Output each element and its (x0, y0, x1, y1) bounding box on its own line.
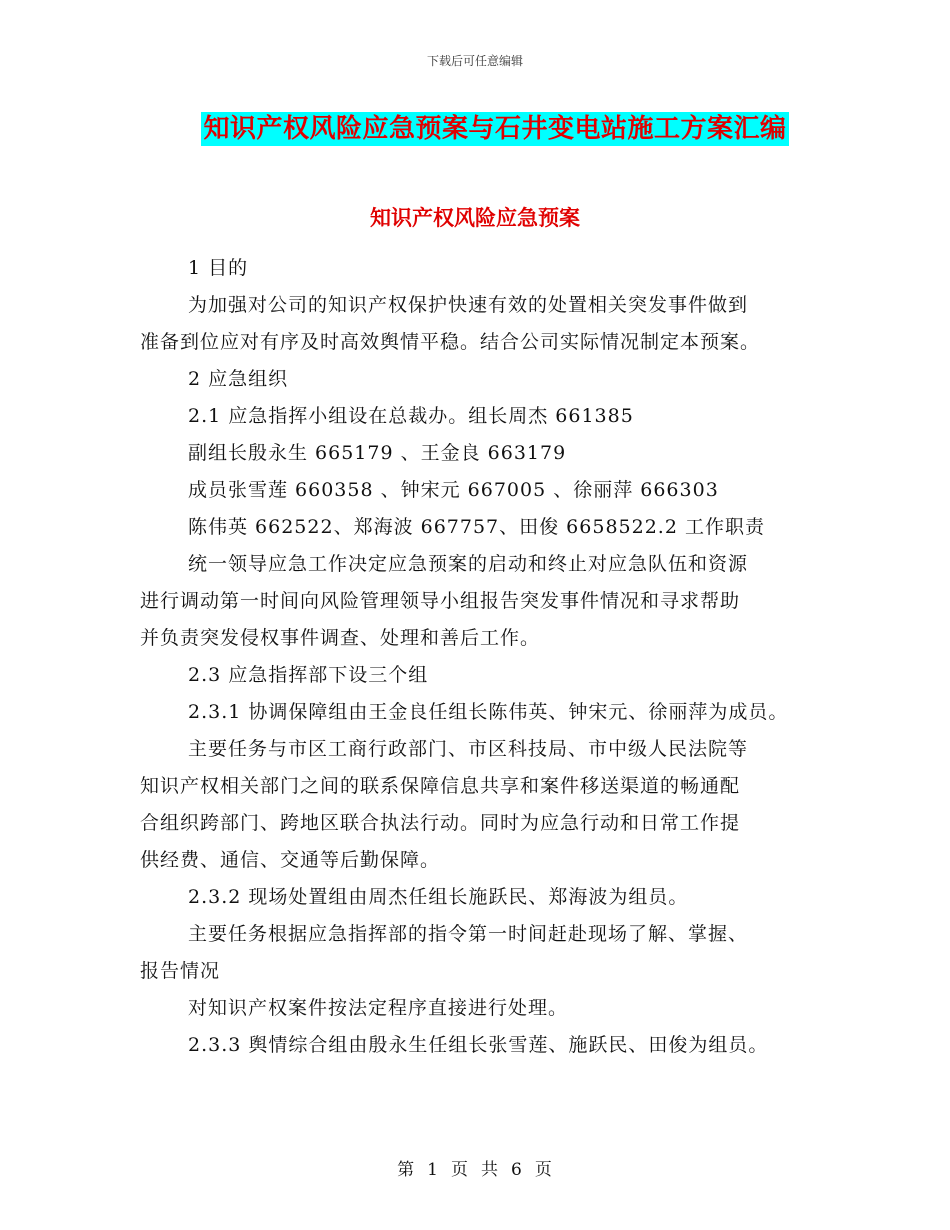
paragraph-line: 准备到位应对有序及时高效舆情平稳。结合公司实际情况制定本预案。 (140, 331, 761, 353)
section-title: 知识产权风险应急预案 (370, 205, 580, 230)
paragraph-line: 2.3.3 舆情综合组由殷永生任组长张雪莲、施跃民、田俊为组员。 (188, 1034, 769, 1056)
main-title-container (0, 112, 950, 146)
footer-current-page: 1 (427, 1160, 439, 1180)
paragraph-line: 陈伟英 662522、郑海波 667757、田俊 6658522.2 工作职责 (188, 516, 765, 538)
paragraph-line: 供经费、通信、交通等后勤保障。 (140, 849, 441, 871)
paragraph-line: 统一领导应急工作决定应急预案的启动和终止对应急队伍和资源 (188, 553, 749, 575)
paragraph-line: 对知识产权案件按法定程序直接进行处理。 (188, 997, 569, 1019)
footer-total-pages: 6 (511, 1160, 523, 1180)
paragraph-line: 进行调动第一时间向风险管理领导小组报告突发事件情况和寻求帮助 (140, 590, 741, 612)
heading-purpose: 1 目的 (188, 257, 249, 279)
paragraph-line: 为加强对公司的知识产权保护快速有效的处置相关突发事件做到 (188, 294, 749, 316)
paragraph-line: 2.1 应急指挥小组设在总裁办。组长周杰 661385 (188, 405, 634, 427)
main-title: 知识产权风险应急预案与石井变电站施工方案汇编 (203, 114, 787, 144)
footer-label-of: 页 (451, 1160, 469, 1180)
paragraph-line: 报告情况 (140, 960, 221, 982)
paragraph-line: 副组长殷永生 665179 、王金良 663179 (188, 442, 567, 464)
footer-label-end: 页 (534, 1160, 553, 1180)
page-header-note: 下载后可任意编辑 (426, 54, 523, 68)
paragraph-line: 主要任务与市区工商行政部门、市区科技局、市中级人民法院等 (188, 738, 749, 760)
heading-organization: 2 应急组织 (188, 368, 289, 390)
footer-label-total: 共 (481, 1160, 499, 1180)
paragraph-line: 2.3.1 协调保障组由王金良任组长陈伟英、钟宋元、徐丽萍为成员。 (188, 701, 789, 723)
footer-label-page: 第 (397, 1160, 416, 1180)
paragraph-line: 2.3.2 现场处置组由周杰任组长施跃民、郑海波为组员。 (188, 886, 689, 908)
document-body (140, 250, 830, 1064)
heading-subgroups: 2.3 应急指挥部下设三个组 (188, 664, 429, 686)
paragraph-line: 合组织跨部门、跨地区联合执法行动。同时为应急行动和日常工作提 (140, 812, 741, 834)
paragraph-line: 并负责突发侵权事件调查、处理和善后工作。 (140, 627, 541, 649)
paragraph-line: 成员张雪莲 660358 、钟宋元 667005 、徐丽萍 666303 (188, 479, 719, 501)
page-footer (0, 1155, 950, 1180)
paragraph-line: 知识产权相关部门之间的联系保障信息共享和案件移送渠道的畅通配 (140, 775, 741, 797)
paragraph-line: 主要任务根据应急指挥部的指令第一时间赶赴现场了解、掌握、 (188, 923, 749, 945)
